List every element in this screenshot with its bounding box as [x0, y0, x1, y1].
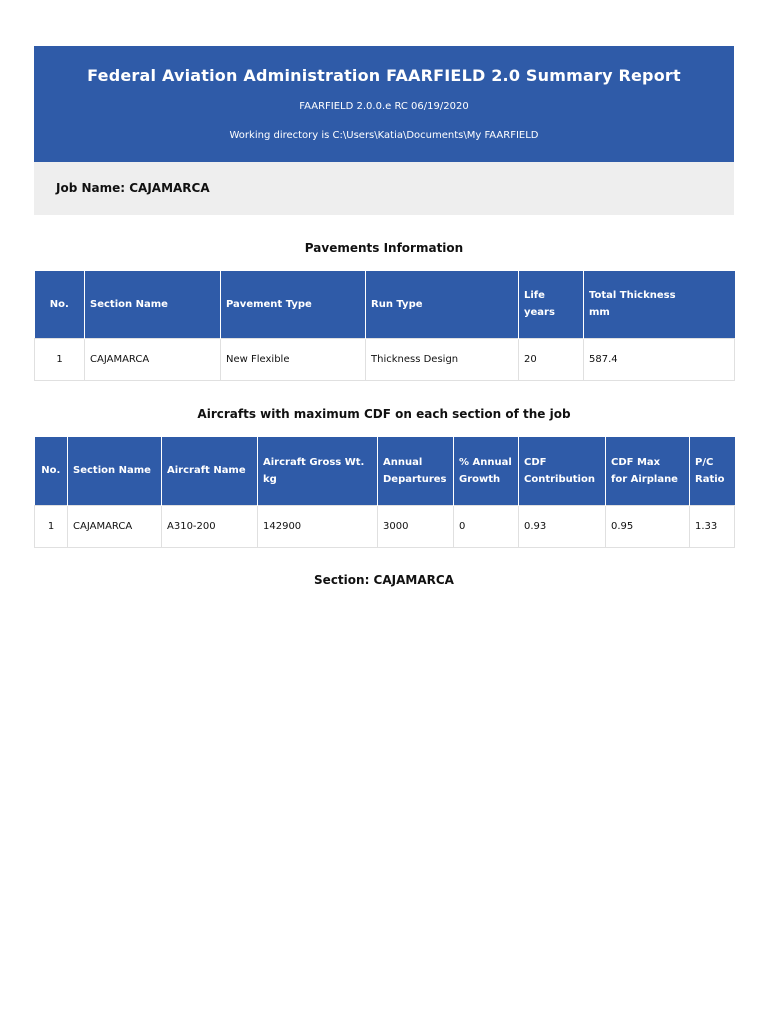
column-header-annual-departures: Annual Departures — [378, 437, 454, 505]
column-header-section-name: Section Name — [68, 437, 162, 505]
cell-gross-weight: 142900 — [258, 505, 378, 547]
aircrafts-heading: Aircrafts with maximum CDF on each section of the job — [197, 407, 571, 421]
column-header-annual-growth: % Annual Growth — [454, 437, 519, 505]
pavements-table — [34, 271, 735, 381]
cell-no: 1 — [35, 505, 68, 547]
report-title: Federal Aviation Administration FAARFIELD 2.0 Summary Report — [87, 66, 681, 85]
column-header-pc-ratio: P/C Ratio — [690, 437, 735, 505]
job-name-bar — [34, 162, 734, 215]
aircrafts-table — [34, 437, 735, 548]
column-header-cdf-contribution: CDF Contribution — [519, 437, 606, 505]
column-header-section-name: Section Name — [85, 271, 221, 338]
table-row — [35, 505, 735, 547]
column-header-run-type: Run Type — [366, 271, 519, 338]
cell-aircraft-name: A310-200 — [162, 505, 258, 547]
column-header-no: No. — [35, 437, 68, 505]
cell-run-type: Thickness Design — [366, 338, 519, 380]
cell-section-name: CAJAMARCA — [85, 338, 221, 380]
cell-annual-growth: 0 — [454, 505, 519, 547]
column-header-aircraft-name: Aircraft Name — [162, 437, 258, 505]
table-header-row — [35, 271, 735, 338]
column-header-no: No. — [35, 271, 85, 338]
column-header-total-thickness: Total Thickness mm — [584, 271, 735, 338]
working-directory: Working directory is C:\Users\Katia\Documents\My FAARFIELD — [229, 130, 539, 141]
table-row — [35, 338, 735, 380]
pavements-heading: Pavements Information — [304, 241, 464, 255]
software-version: FAARFIELD 2.0.0.e RC 06/19/2020 — [299, 101, 469, 112]
cell-cdf-max: 0.95 — [606, 505, 690, 547]
table-header-row — [35, 437, 735, 505]
cell-section-name: CAJAMARCA — [68, 505, 162, 547]
job-name: Job Name: CAJAMARCA — [56, 181, 210, 195]
cell-pavement-type: New Flexible — [221, 338, 366, 380]
cell-annual-departures: 3000 — [378, 505, 454, 547]
column-header-life: Life years — [519, 271, 584, 338]
column-header-gross-weight: Aircraft Gross Wt. kg — [258, 437, 378, 505]
section-heading: Section: CAJAMARCA — [314, 573, 454, 587]
cell-life: 20 — [519, 338, 584, 380]
cell-cdf-contribution: 0.93 — [519, 505, 606, 547]
report-header — [34, 46, 734, 162]
cell-pc-ratio: 1.33 — [690, 505, 735, 547]
cell-total-thickness: 587.4 — [584, 338, 735, 380]
column-header-pavement-type: Pavement Type — [221, 271, 366, 338]
column-header-cdf-max: CDF Max for Airplane — [606, 437, 690, 505]
cell-no: 1 — [35, 338, 85, 380]
